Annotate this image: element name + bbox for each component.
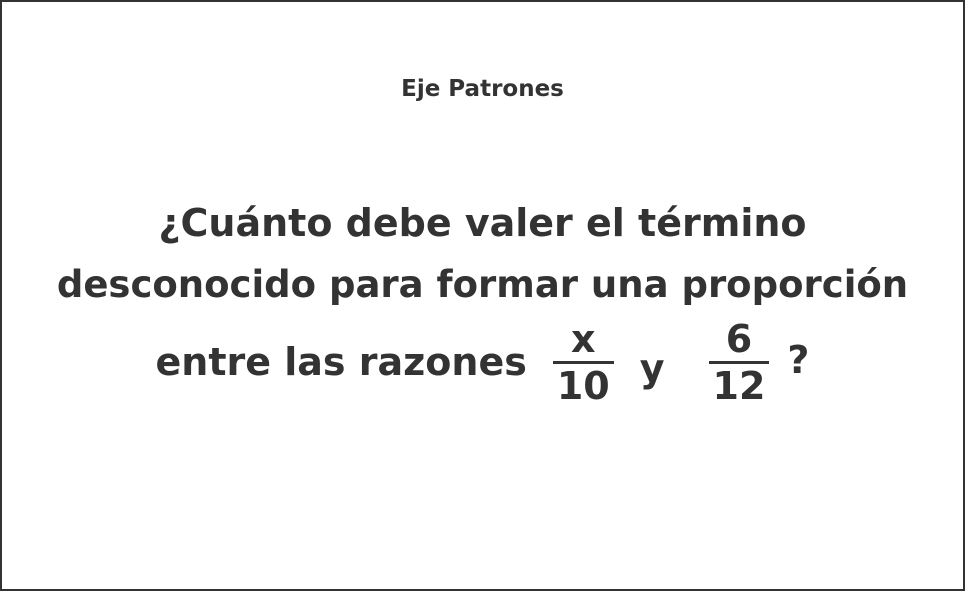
conjunction: y	[639, 346, 665, 390]
question-line-2: desconocido para formar una proporción	[56, 263, 909, 306]
question-line-1: ¿Cuánto debe valer el término	[158, 201, 807, 245]
fraction-1-numerator: x	[571, 316, 596, 361]
fraction-2-denominator: 12	[712, 363, 766, 408]
fraction-2-numerator: 6	[725, 316, 753, 361]
question-line-3-text: entre las razones	[155, 340, 527, 384]
question-line-3	[2, 310, 963, 414]
question-mark: ?	[787, 338, 810, 382]
fraction-6-over-12	[709, 317, 770, 408]
fraction-x-over-10	[553, 317, 614, 408]
axis-label: Eje Patrones	[401, 76, 564, 102]
fraction-1-denominator: 10	[556, 363, 610, 408]
